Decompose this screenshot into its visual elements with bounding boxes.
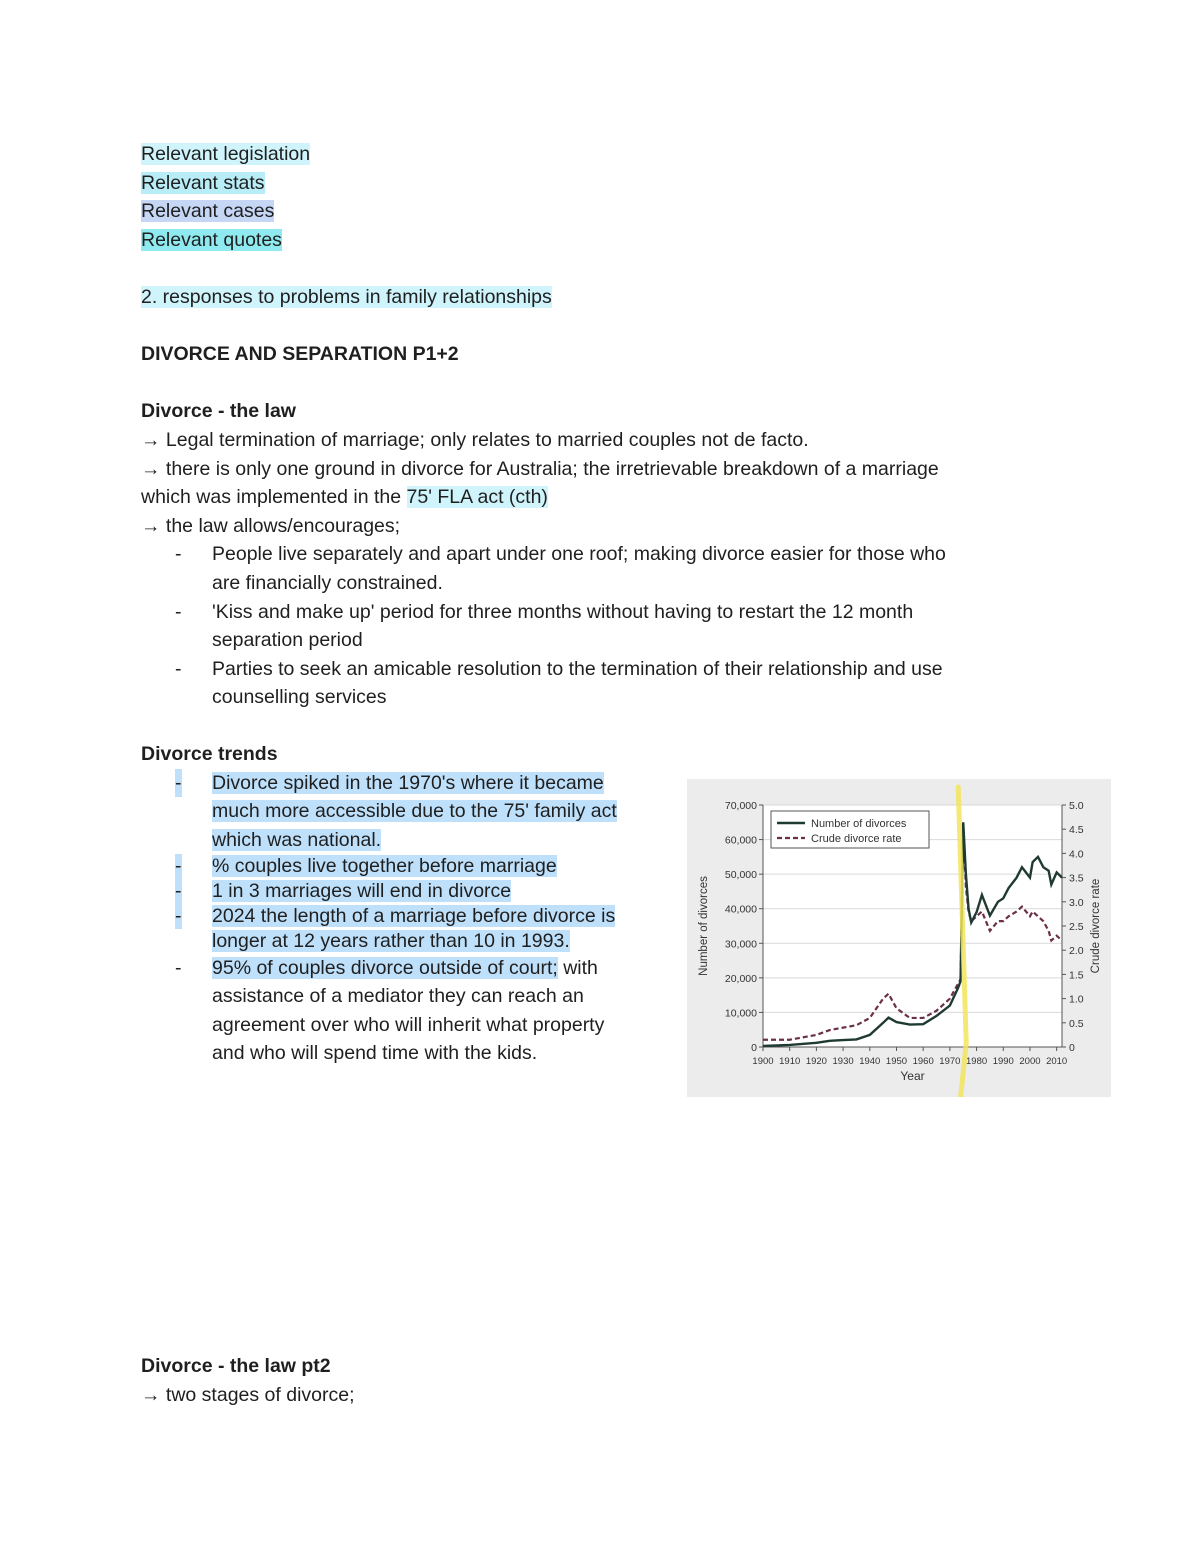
y2-tick-label: 5.0 [1069,800,1084,812]
y-tick-label: 20,000 [724,972,757,985]
fla-act-highlight: 75' FLA act (cth) [406,486,548,509]
x-tick-label: 1950 [885,1056,908,1067]
law-bullet-list [141,540,1041,712]
law-paragraph-1: → Legal termination of marriage; only relates to married couples not de facto. [141,428,809,451]
x-tick-label: 1980 [966,1056,988,1067]
list-item: - Divorce spiked in the 1970's where it became much more accessible due to the 75' family act which was national. [141,769,681,855]
y2-tick-label: 2.5 [1069,921,1084,933]
divorce-chart [687,779,1111,1097]
divorce-chart-svg [687,779,1111,1097]
law-heading: Divorce - the law [141,400,296,423]
y-axis-label: Number of divorces [698,876,710,976]
x-tick-label: 1960 [912,1056,934,1067]
law-paragraph-3: → the law allows/encourages; [141,514,401,537]
y2-tick-label: 0.5 [1069,1017,1084,1030]
checklist-item-legislation: Relevant legislation [141,143,311,165]
x-tick-label: 1930 [832,1056,854,1067]
page-title: DIVORCE AND SEPARATION P1+2 [141,343,459,366]
y-tick-label: 40,000 [724,903,757,916]
list-item: - People live separately and apart under one roof; making divorce easier for those who are financially constrained. [175,543,946,594]
law-paragraph-2b: which was implemented in the 75' FLA act (cth) [141,486,548,509]
x-tick-label: 1990 [992,1056,1014,1067]
trends-section [141,740,681,1067]
y2-tick-label: 0 [1069,1042,1075,1054]
y-tick-label: 50,000 [724,869,757,882]
list-item: - 'Kiss and make up' period for three months without having to restart the 12 month separation period [175,600,914,652]
legend-label-crude-divorce-rate: Crude divorce rate [811,833,902,845]
y-tick-label: 30,000 [724,938,757,951]
list-item: - 95% of couples divorce outside of court; with assistance of a mediator they can reach an agreement over who will inherit what property and who will spend time with the kids. [175,957,605,1064]
checklist-item-quotes: Relevant quotes [141,228,282,251]
trends-bullet-list [141,769,681,1068]
list-item: - Parties to seek an amicable resolution to the termination of their relationship and use counselling services [175,657,943,709]
section-heading: 2. responses to problems in family relationships [141,285,552,308]
y2-axis-label: Crude divorce rate [1090,878,1102,974]
list-item: - % couples live together before marriage [175,855,557,878]
x-axis-label: Year [900,1069,925,1083]
y2-tick-label: 3.0 [1069,896,1084,909]
x-tick-label: 2000 [1019,1056,1041,1067]
y2-tick-label: 1.5 [1069,969,1084,982]
law-pt2-heading: Divorce - the law pt2 [141,1355,331,1377]
y2-tick-label: 2.0 [1069,945,1084,958]
x-tick-label: 1910 [779,1056,801,1067]
x-tick-label: 1940 [859,1056,881,1067]
x-tick-label: 1900 [752,1056,774,1067]
x-tick-label: 2010 [1046,1056,1068,1067]
y2-tick-label: 3.5 [1069,872,1084,885]
y-tick-label: 70,000 [724,800,757,812]
list-item: - 2024 the length of a marriage before divorce is longer at 12 years rather than 10 in 1993. [175,905,616,953]
document-body [141,140,1041,712]
law-pt2-paragraph-1: → two stages of divorce; [141,1383,355,1406]
law-pt2-section [141,1352,1041,1409]
y2-tick-label: 4.0 [1069,848,1084,861]
x-tick-label: 1970 [939,1056,961,1067]
trends-heading: Divorce trends [141,743,278,765]
y-tick-label: 10,000 [724,1007,757,1020]
y-tick-label: 0 [751,1042,757,1054]
y2-tick-label: 4.5 [1069,824,1084,837]
list-item: - 1 in 3 marriages will end in divorce [175,880,512,903]
y-tick-label: 60,000 [724,834,757,847]
checklist-item-cases: Relevant cases [141,200,275,223]
checklist-item-stats: Relevant stats [141,171,265,194]
x-tick-label: 1920 [805,1056,827,1067]
y2-tick-label: 1.0 [1069,993,1084,1006]
law-paragraph-2a: → there is only one ground in divorce for Australia; the irretrievable breakdown of a marriage [141,457,939,480]
legend-label-number-of-divorces: Number of divorces [811,818,907,830]
